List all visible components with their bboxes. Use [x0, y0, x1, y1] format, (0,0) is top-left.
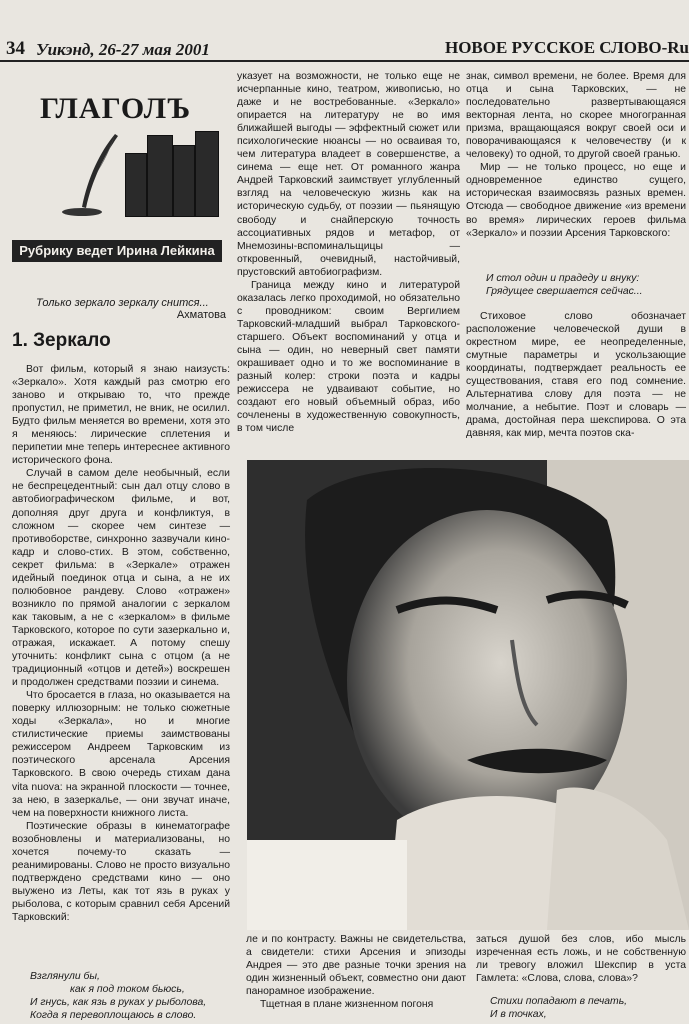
article-column-bottom-right	[476, 933, 686, 985]
header-rule	[0, 60, 689, 62]
paragraph: Что бросается в глаза, но оказывается на поверку иллюзорным: не только сюжетные ходы «Зеркала», но и многие стилистические приемы заимствованы режиссером Андреем Тарковским из поэтического арсенала Арсения Тарковского. В свою очередь стихам дана vita nuova: на экранной плоскости — точнее, за нею, в зазеркалье, — они звучат иначе, чем на поверхности книжного листа.	[12, 690, 230, 819]
verse-line: Взглянули бы,	[30, 971, 100, 982]
books-icon	[125, 127, 220, 217]
verse-line: как я под током бьюсь,	[70, 984, 185, 995]
rubric-banner: Рубрику ведет Ирина Лейкина	[12, 240, 222, 262]
page-number: 34	[6, 38, 25, 59]
verse-quote-right	[486, 272, 686, 298]
article-column-right-continued	[466, 310, 686, 440]
paragraph: Поэтические образы в кинематографе возобновлены и материализованы, но хочется почему-то сказать — реанимированы. Слово не просто визуально подтверждено средствами кино — оно выужено из Леты, как тот язь в руках у рыболова, с которым сравнил себя Арсений Тарковский:	[12, 820, 230, 923]
logo-word: ГЛАГОЛЪ	[40, 92, 192, 125]
paragraph: Вот фильм, который я знаю наизусть: «Зеркало». Хотя каждый раз смотрю его заново и открываю то, что прежде пропустил, не приметил, не вник, не осилил. Будто фильм меняется во времени, хотя это я меняюсь: лирические сплетения и перипетии мне теперь интереснее активного исторического фона.	[12, 364, 230, 467]
quill-icon	[60, 132, 130, 217]
glagol-logo	[30, 92, 230, 227]
paragraph: Стиховое слово обозначает расположение человеческой души в окрестном мире, ее неопределенные, смутные параметры и ускользающие координаты, подтверждает реальность ее существования, ставя его под сомнение. Альтернатива слову для поэта — не молчание, а небытие. Поэт и словарь — драма, достойная пера шекспирова. О эта давняя, как мир, мечта поэтов ска-	[466, 311, 686, 440]
paragraph: Мир — не только процесс, но еще и одновременное единство сущего, историческая взаимосвязь разных времен. Отсюда — свободное движение «из времени во время» лирических героев фильма «Зеркало» и поэзии Арсения Тарковского:	[466, 162, 686, 239]
article-column-middle	[237, 70, 460, 435]
paragraph: Тщетная в плане жизненном погоня	[260, 999, 434, 1011]
portrait-photo	[247, 460, 689, 930]
verse-line: И гнусь, как язь в руках у рыболова,	[30, 997, 207, 1008]
paragraph: Случай в самом деле необычный, если не беспрецедентный: сын дал отцу слово в автобиографическом фильме, и вот, дополняя друг друга и конфликтуя, в сложном — скорее чем синтезе — противоборстве, синхронно зазвучали кино-кадр и слово-стих. В этом, собственно, секрет фильма: в «Зеркале» отражен идейный поединок отца и сына, а не их полюбовное рандеву. Слово «отражен» возникло по прямой аналогии с зеркалом как таковым, а не с «зеркалом» в фильме Тарковского, которое по сути зазеркально и, отражая, искажает. А потому спешу уточнить: конфликт сына с отцом (а не традиционный «отцов и детей») воскрешен и продолжен средствами поэзии и синема.	[12, 468, 230, 689]
issue-date: Уикэнд, 26-27 мая 2001	[36, 40, 210, 59]
verse-quote-bottom-right	[490, 995, 680, 1021]
page-header	[0, 0, 689, 60]
epigraph-line: Только зеркало зеркалу снится...	[36, 297, 209, 309]
paragraph: Граница между кино и литературой оказалась легко проходимой, но обязательно с проводником: своим Вергилием Тарковский-младший выбрал Тарковского-старшего. Объект воспоминаний у отца и сына — один, но неверный свет памяти окрашивает одно и то же воспоминание в разный колер: строки поэта и кадры режиссера не удваивают событие, но создают его новый объемный образ, ибо сочленены в художественную совокупность, в том числе	[237, 279, 460, 435]
epigraph-author: Ахматова	[176, 309, 226, 321]
section-title: 1. Зеркало	[12, 330, 111, 351]
article-column-right	[466, 70, 686, 240]
article-column-left	[12, 363, 230, 924]
paragraph: ле и по контрасту. Важны не свидетельства, а свидетели: стихи Арсения и эпизоды Андрея — это две разные точки зрения на один жизненный объект, совместно они дают панорамное изображение.	[246, 934, 466, 998]
portrait-image	[247, 460, 689, 930]
verse-quote-left	[30, 970, 230, 1022]
paragraph: указует на возможности, не только еще не исчерпанные кино, театром, живописью, но даже и не востребованные. «Зеркало» опирается на литературу не во имя ближайшей выгоды — эффектный сюжет или психологические нюансы — но осваивая то, чем литература владеет в совершенстве, а синема — еще нет. От романного жанра Андрей Тарковский заимствует углубленный взгляд на человеческую жизнь как на историческую судьбу, от поэзии — пьянящую свободу и снайперскую точность ассоциативных рядов и метафор, от Мнемозины-вспоминальщицы — откровенный, очевидный, настойчивый, прустовский автобиографизм.	[237, 71, 460, 278]
verse-line: Грядущее свершается сейчас...	[486, 286, 643, 297]
newspaper-name: НОВОЕ РУССКОЕ СЛОВО-Ru	[444, 38, 689, 57]
verse-line: Стихи попадают в печать,	[490, 996, 628, 1007]
verse-line: И в точках,	[490, 1009, 547, 1020]
paragraph: знак, символ времени, не более. Время для отца и сына Тарковских, — не последовательно развертывающаяся векторная лента, но скорее многогранная призма, вращающаяся вокруг своей оси и поворачивающаяся к человечеству (и к человеку) то одной, то другой своей гранью.	[466, 71, 686, 161]
verse-line: И стол один и прадеду и внуку:	[486, 273, 640, 284]
paragraph: заться душой без слов, ибо мысль изреченная есть ложь, и не собственную ли тревогу вложил Шекспир в уста Гамлета: «Слова, слова, слова»?	[476, 934, 686, 985]
verse-line: Когда я перевоплощаюсь в слово.	[30, 1010, 197, 1021]
article-column-bottom-middle	[246, 933, 466, 1011]
